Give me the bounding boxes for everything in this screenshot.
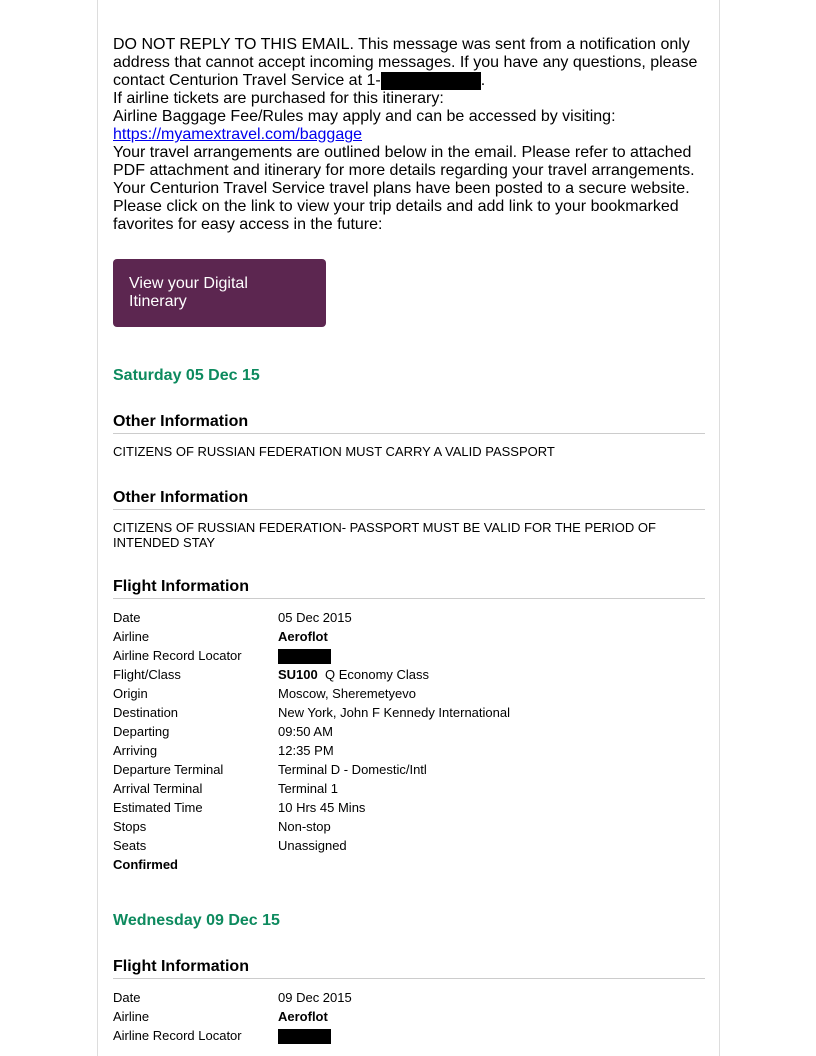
table-row	[113, 1026, 352, 1045]
period: .	[480, 72, 486, 90]
table-row	[113, 817, 510, 836]
table-row	[113, 760, 510, 779]
day-heading: Saturday 05 Dec 15	[113, 367, 260, 385]
other-info-text: CITIZENS OF RUSSIAN FEDERATION MUST CARRY A VALID PASSPORT	[113, 444, 555, 460]
label: Arrival Terminal	[113, 781, 203, 797]
section-heading: Flight Information	[113, 958, 705, 979]
value: 10 Hrs 45 Mins	[278, 800, 366, 816]
table-row	[113, 988, 352, 1007]
value: Aeroflot	[278, 629, 328, 645]
label: Arriving	[113, 743, 158, 759]
flight-details-table	[113, 608, 510, 874]
table-row	[113, 627, 510, 646]
value: Non-stop	[278, 819, 331, 835]
table-row	[113, 779, 510, 798]
right-border	[719, 0, 720, 1056]
table-row	[113, 836, 510, 855]
table-row	[113, 703, 510, 722]
left-border	[97, 0, 98, 1056]
label: Stops	[113, 819, 147, 835]
flight-class: Q Economy Class	[324, 667, 430, 683]
baggage-note: Airline Baggage Fee/Rules may apply and can be accessed by visiting:	[113, 108, 616, 126]
status-confirmed: Confirmed	[113, 857, 178, 873]
value: 12:35 PM	[278, 743, 334, 759]
value: Aeroflot	[278, 1009, 328, 1025]
label: Airline	[113, 1009, 150, 1025]
label: Flight/Class	[113, 667, 181, 683]
table-row	[113, 665, 510, 684]
flight-number: SU100	[278, 667, 318, 683]
redacted-locator	[278, 1029, 331, 1044]
table-row	[113, 608, 510, 627]
arrangements-text: Your travel arrangements are outlined below in the email. Please refer to attached PDF attachment and itinerary for more details regarding your travel arrangements. Your Centurion Travel Service travel plans have been posted to a secure website. Please click on the link to view your trip details and add link to your bookmarked favorites for easy access in the future:	[113, 144, 695, 234]
view-itinerary-button[interactable]: View your Digital Itinerary	[113, 259, 326, 327]
label: Seats	[113, 838, 147, 854]
value: Terminal 1	[278, 781, 338, 797]
label: Departing	[113, 724, 170, 740]
label: Departure Terminal	[113, 762, 224, 778]
redacted-locator	[278, 649, 331, 664]
intro-text	[113, 36, 705, 234]
day-heading: Wednesday 09 Dec 15	[113, 912, 280, 930]
label: Destination	[113, 705, 179, 721]
table-row	[113, 855, 510, 874]
table-row	[113, 646, 510, 665]
table-row	[113, 798, 510, 817]
table-row	[113, 1007, 352, 1026]
label: Date	[113, 990, 141, 1006]
label: Date	[113, 610, 141, 626]
flight-details-table	[113, 988, 352, 1045]
label: Airline Record Locator	[113, 1028, 242, 1044]
email-body	[113, 36, 705, 1045]
baggage-link[interactable]: https://myamextravel.com/baggage	[113, 126, 363, 144]
other-info-text: CITIZENS OF RUSSIAN FEDERATION- PASSPORT MUST BE VALID FOR THE PERIOD OF INTENDED STAY	[113, 520, 656, 551]
no-reply-notice: DO NOT REPLY TO THIS EMAIL. This message was sent from a notification only address that cannot accept incoming messages. If you have any questions, please contact Centurion Travel Service at 1-	[113, 36, 698, 90]
label: Origin	[113, 686, 148, 702]
value: 09:50 AM	[278, 724, 333, 740]
redacted-phone	[381, 72, 481, 90]
table-row	[113, 722, 510, 741]
label: Airline Record Locator	[113, 648, 242, 664]
tickets-note: If airline tickets are purchased for this itinerary:	[113, 90, 444, 108]
section-heading: Other Information	[113, 489, 705, 510]
value: Terminal D - Domestic/Intl	[278, 762, 427, 778]
label: Airline	[113, 629, 150, 645]
value: 05 Dec 2015	[278, 610, 352, 626]
table-row	[113, 684, 510, 703]
section-heading: Other Information	[113, 413, 705, 434]
value: Moscow, Sheremetyevo	[278, 686, 417, 702]
value: New York, John F Kennedy International	[278, 705, 510, 721]
label: Estimated Time	[113, 800, 203, 816]
value: Unassigned	[278, 838, 347, 854]
section-heading: Flight Information	[113, 578, 705, 599]
table-row	[113, 741, 510, 760]
value: 09 Dec 2015	[278, 990, 352, 1006]
